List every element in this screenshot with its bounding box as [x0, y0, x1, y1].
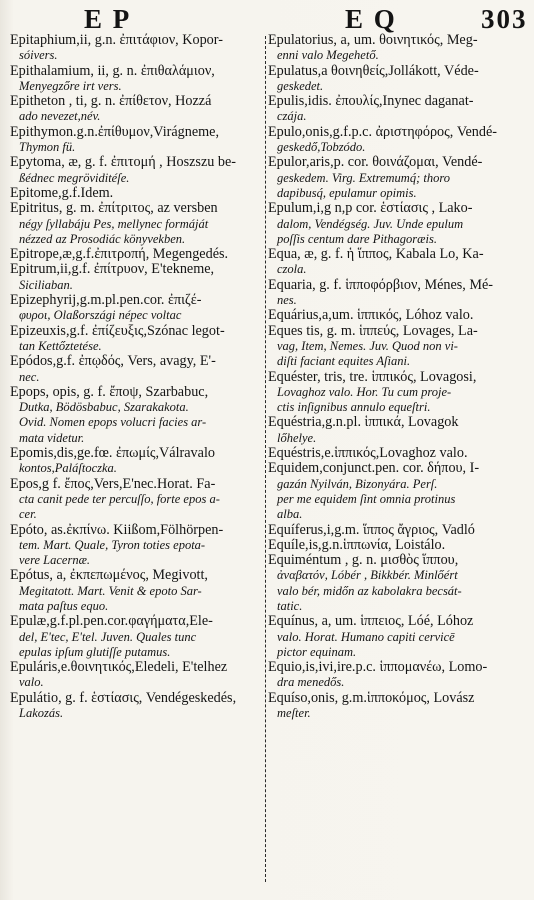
entry-continuation: meſter. — [277, 706, 311, 721]
entry-headline: Epitaphium,ii, g.n. ἐπιτάφιον, Kopor- — [10, 33, 223, 48]
dictionary-entry — [268, 614, 530, 660]
entry-headline: Epóto, as.ἐκπίνω. Kiißom,Fölhörpen- — [10, 522, 224, 538]
entry-continuation: geskedem. Virg. Extremumq́; thoro — [277, 170, 450, 185]
entry-continuation: Dutka, Bödösbabuc, Szarakakota. — [19, 400, 189, 415]
column-divider — [265, 36, 266, 882]
entry-headline: Epótus, a, ἐκπεπωμένος, Megivott, — [10, 568, 208, 584]
entry-headline: Epulatorius, a, um. θοινητικός, Meg- — [268, 33, 478, 48]
entry-headline: Equéstria,g.n.pl. ἱππικά, Lovagok — [268, 415, 459, 431]
entry-continuation: Lakozás. — [19, 706, 64, 721]
entry-continuation: valo. — [19, 675, 44, 690]
entry-headline: Equéster, tris, tre. ἱππικός, Lovagosi, — [268, 369, 477, 385]
entry-continuation: poſſis centum dare Pithagoræis. — [277, 231, 437, 246]
entry-headline: Epuláris,e.θοινητικός,Eledeli, E'telhez — [10, 660, 228, 676]
dictionary-entry — [10, 293, 262, 324]
entry-continuation: tan Kettőztetése. — [19, 338, 102, 353]
entry-continuation: lőhelye. — [277, 430, 317, 445]
entry-continuation: Menyegzőre irt vers. — [19, 78, 122, 93]
entry-continuation: valo bér, midőn az kabolakra becsát- — [277, 583, 462, 598]
entry-headline: Epulor,aris,p. cor. θοινάζομαι, Vendé- — [268, 155, 483, 171]
dictionary-entry — [10, 64, 262, 95]
dictionary-entry — [10, 94, 262, 125]
entry-continuation: nec. — [19, 369, 40, 384]
entry-headline: Equíferus,i,g.m. ἵππος ἄγριος, Vadló — [268, 522, 475, 538]
entry-continuation: dapibusq́, epulamur opimis. — [277, 185, 417, 200]
dictionary-entry — [268, 324, 530, 370]
dictionary-entry — [10, 446, 262, 477]
entry-continuation: pictor equinam. — [277, 644, 357, 659]
dictionary-entry — [10, 262, 262, 293]
dictionary-entry — [268, 94, 530, 125]
dictionary-entry — [10, 324, 262, 355]
entry-continuation: mata paſtus equo. — [19, 598, 109, 613]
entry-continuation: alba. — [277, 507, 303, 522]
dictionary-entry — [268, 201, 530, 247]
entry-continuation: Lovaghoz valo. Hor. Tu cum proje- — [277, 384, 452, 399]
entry-continuation: dra menedős. — [277, 675, 345, 690]
entry-headline: Epytoma, æ, g. f. ἐπιτομή , Hoszszu be- — [10, 155, 237, 171]
entry-headline: Epizephyrij,g.m.pl.pen.cor. ἐπιζέ- — [10, 293, 202, 309]
entry-continuation: vere Lacernæ. — [19, 553, 91, 568]
entry-headline: Epitritus, g. m. ἐπίτριτος, az versben — [10, 201, 218, 217]
entry-continuation: geskedet. — [277, 78, 324, 93]
dictionary-entry — [268, 660, 530, 691]
entry-continuation: del, E'tec, E'tel. Juven. Quales tunc — [19, 629, 197, 644]
entry-continuation: sóivers. — [19, 48, 58, 63]
entry-continuation: geskedő,Tobzódo. — [277, 140, 366, 155]
entry-continuation: valo. Horat. Humano capiti cervicē — [277, 629, 455, 644]
entry-headline: Equárius,a,um. ἱππικός, Lóhoz valo. — [268, 308, 474, 324]
entry-headline: Equíle,is,g.n.ἱππωνία, Loistálo. — [268, 537, 446, 553]
entry-headline: Epitrope,æ,g.f.ἐπιτροπή, Megengedés. — [10, 247, 229, 263]
dictionary-entry — [268, 370, 530, 416]
entry-headline: Equio,is,ivi,ire.p.c. ἱππομανέω, Lomo- — [268, 660, 488, 676]
entry-continuation: négy ſyllabáju Pes, mellynec formáját — [19, 216, 209, 231]
dictionary-entry — [268, 64, 530, 95]
entry-continuation: φυροι, Olaßországi népec voltac — [19, 308, 182, 323]
entry-headline: Epulum,i,g n,p cor. ἑστίασις , Lako- — [268, 201, 473, 217]
entry-headline: Equaria, g. f. ἱπποφόρβιον, Ménes, Mé- — [268, 277, 494, 293]
entry-headline: Epitrum,ii,g.f. ἐπίτρυον, E'tekneme, — [10, 262, 215, 278]
entry-headline: Epops, opis, g. f. ἔποψ, Szarbabuc, — [10, 384, 209, 400]
entry-headline: Epitome,g.f.Idem. — [10, 185, 114, 201]
dictionary-entry — [10, 614, 262, 660]
entry-continuation: gazán Nyilván, Bizonyára. Perſ. — [277, 476, 438, 491]
dictionary-entry — [10, 125, 262, 156]
dictionary-entry — [10, 385, 262, 446]
entry-headline: Epizeuxis,g.f. ἐπίζευξις,Szónac legot- — [10, 323, 225, 339]
entry-continuation: cer. — [19, 507, 37, 522]
dictionary-entry — [10, 568, 262, 614]
dictionary-entry — [268, 308, 530, 323]
dictionary-entry — [10, 477, 262, 523]
entry-headline: Equa, æ, g. f. ἡ ἵππος, Kabala Lo, Ka- — [268, 247, 484, 263]
dictionary-entry — [10, 155, 262, 186]
entry-continuation: Megitatott. Mart. Venit & epoto Sar- — [19, 583, 202, 598]
dictionary-entry — [268, 523, 530, 538]
entry-continuation: dalom, Vendégség. Juv. Unde epulum — [277, 216, 464, 231]
entry-headline: Equíso,onis, g.m.ἱπποκόμος, Lovász — [268, 690, 475, 706]
entry-continuation: tatic. — [277, 598, 303, 613]
entry-continuation: czája. — [277, 109, 307, 124]
entry-headline: Epulátio, g. f. ἑστίασις, Vendégeskedés, — [10, 690, 237, 706]
entry-continuation: epulas ipſum glutiſſe putamus. — [19, 644, 171, 659]
entry-continuation: czola. — [277, 262, 307, 277]
entry-headline: Equínus, a, um. ἱππειος, Lóé, Lóhoz — [268, 614, 474, 630]
entry-headline: Epomis,dis,ge.fœ. ἐπωμίς,Válravalo — [10, 446, 215, 462]
dictionary-entry — [268, 461, 530, 522]
dictionary-entry — [10, 186, 262, 201]
header-right-letters: E Q — [345, 4, 397, 34]
dictionary-entry — [268, 691, 530, 722]
entry-headline: Equéstris,e.ἱππικός,Lovaghoz valo. — [268, 446, 468, 462]
entry-continuation: ado nevezet,név. — [19, 109, 101, 124]
entry-continuation: ßédnec megröviditéſe. — [19, 170, 130, 185]
entry-continuation: cta canit pede ter percuſſo, forte epos a- — [19, 491, 220, 506]
entry-headline: Epódos,g.f. ἐπῳδός, Vers, avagy, E'- — [10, 354, 216, 370]
dictionary-entry — [10, 354, 262, 385]
entry-headline: Epithymon.g.n.ἐπίθυμον,Virágneme, — [10, 124, 220, 140]
dictionary-entry — [268, 155, 530, 201]
dictionary-entry — [10, 523, 262, 569]
dictionary-entry — [10, 660, 262, 691]
dictionary-entry — [268, 553, 530, 614]
right-column — [268, 33, 530, 721]
entry-continuation: vag, Item, Nemes. Juv. Quod non vi- — [277, 338, 458, 353]
page-number: 303 — [481, 4, 528, 34]
left-column — [10, 33, 262, 721]
entry-headline: Equidem,conjunct.pen. cor. δήπου, I- — [268, 461, 480, 477]
dictionary-entry — [10, 201, 262, 247]
header-left-letters: E P — [84, 4, 132, 34]
entry-headline: Eques tis, g. m. ἱππεύς, Lovages, La- — [268, 323, 478, 339]
dictionary-entry — [10, 691, 262, 722]
dictionary-entry — [268, 538, 530, 553]
entry-continuation: tem. Mart. Quale, Tyron toties epota- — [19, 537, 206, 552]
entry-continuation: per me equidem ſint omnia protinus — [277, 491, 456, 506]
dictionary-entry — [10, 247, 262, 262]
dictionary-entry — [268, 446, 530, 461]
entry-headline: Epitheton , ti, g. n. ἐπίθετον, Hozzá — [10, 94, 212, 110]
entry-headline: Epulis,idis. ἐπουλίς,Inynec daganat- — [268, 94, 474, 110]
dictionary-entry — [268, 33, 530, 64]
entry-headline: Epulo,onis,g.f.p.c. ἀριστηφόρος, Vendé- — [268, 124, 498, 140]
dictionary-entry — [268, 278, 530, 309]
entry-continuation: Siciliaban. — [19, 277, 73, 292]
entry-continuation: mata videtur. — [19, 430, 85, 445]
entry-headline: Epos,g f. ἔπος,Vers,E'nec.Horat. Fa- — [10, 476, 216, 492]
entry-continuation: diſti faciant equites Aſiani. — [277, 354, 411, 369]
dictionary-entry — [10, 33, 262, 64]
entry-continuation: ἀναβατόν, Lóbér , Bikkbér. Minlőért — [277, 568, 458, 583]
entry-headline: Epulæ,g.f.pl.pen.cor.φαγήματα,Ele- — [10, 614, 213, 630]
dictionary-entry — [268, 125, 530, 156]
entry-continuation: ctis inſignibus annulo equeſtri. — [277, 400, 431, 415]
entry-continuation: kontos,Paláſtoczka. — [19, 461, 117, 476]
entry-headline: Epithalamium, ii, g. n. ἐπιθαλάμιον, — [10, 63, 215, 79]
entry-continuation: enni valo Megehető. — [277, 48, 379, 63]
entry-continuation: Thymon fü. — [19, 140, 76, 155]
entry-headline: Equiméntum , g. n. μισθὸς ἵππου, — [268, 553, 459, 569]
dictionary-entry — [268, 247, 530, 278]
dictionary-entry — [268, 415, 530, 446]
entry-continuation: nézzed az Prosodiác könyvekben. — [19, 231, 186, 246]
entry-continuation: Ovid. Nomen epops volucri facies ar- — [19, 415, 207, 430]
entry-continuation: nes. — [277, 293, 297, 308]
entry-headline: Epulatus,a θοινηθείς,Jollákott, Véde- — [268, 63, 479, 79]
